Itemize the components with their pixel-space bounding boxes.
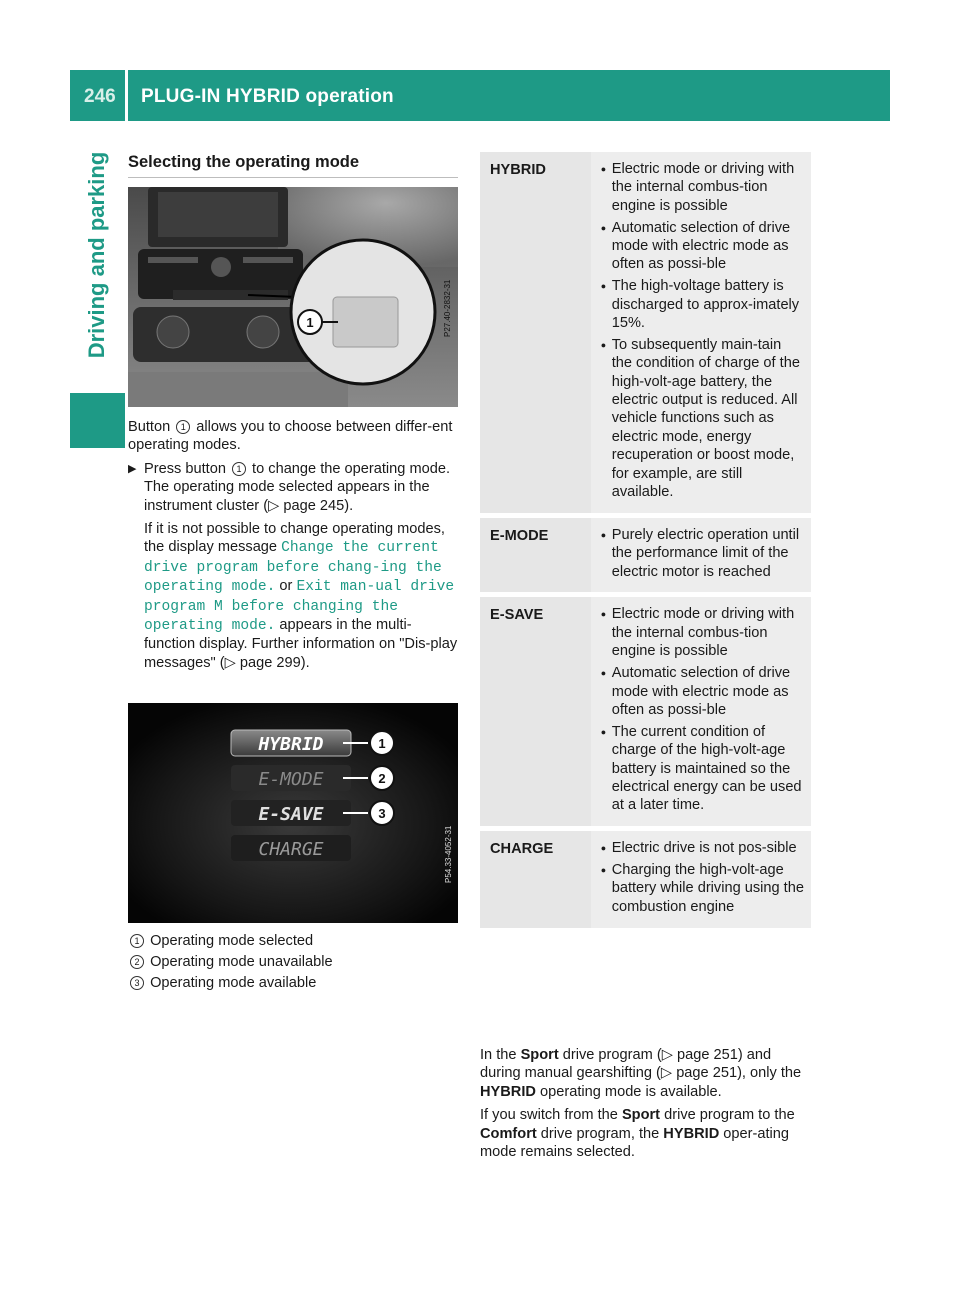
- list-item-text: Automatic selection of drive mode with electric mode as often as possi-ble: [611, 665, 791, 718]
- list-item: ● To subsequently main-tain the condition of charge of the high-volt-age battery, the electric output is reduced. All vehicle functions such as electric mode, energy recuperation or boost mode, for example, are still available.: [601, 336, 805, 502]
- display-message-2: Exit man‐ual drive program M before changing the operating mode.: [144, 579, 455, 635]
- list-item: ● Purely electric operation until the performance limit of the electric motor is reached: [601, 526, 805, 581]
- operating-mode-display: [128, 703, 458, 923]
- callout-number: 1: [232, 462, 246, 476]
- mode-description: [591, 518, 811, 593]
- table-row: [480, 152, 811, 513]
- outro-b4: Comfort: [480, 1125, 537, 1142]
- header-divider: [125, 70, 128, 121]
- list-item-text: Purely electric operation until the performance limit of the electric motor is reached: [611, 526, 800, 580]
- list-item: ● Automatic selection of drive mode with electric mode as often as possi-ble: [601, 219, 805, 274]
- list-item-text: Electric drive is not pos-sible: [611, 840, 797, 857]
- legend-item: [128, 952, 458, 973]
- mode-label-e-save: E-SAVE: [258, 804, 324, 825]
- list-item: ● The current condition of charge of the high-volt-age battery is maintained so the electrical energy can be used at a later time.: [601, 723, 805, 815]
- mode-label-e-mode: E-MODE: [258, 769, 324, 790]
- outro-c2: drive program to the: [660, 1107, 795, 1124]
- operating-mode-table: [480, 152, 811, 933]
- intro-text: [128, 418, 460, 672]
- svg-text:1: 1: [306, 315, 314, 330]
- figure-legend: [128, 931, 458, 994]
- display-message-1: Change the current drive program before chang‐ing the operating mode.: [144, 540, 442, 596]
- list-item: ● The high-voltage battery is discharged to approx-imately 15%.: [601, 277, 805, 332]
- list-item-text: The high-voltage battery is discharged to approx-imately 15%.: [611, 278, 800, 332]
- step-text-2: to change the operating mode.: [248, 460, 451, 477]
- page-ref-icon: ▷: [268, 497, 280, 514]
- list-item-text: To subsequently main-tain the condition of charge of the high-volt-age battery, the electric output is reduced. All vehicle functions such as electric mode, energy recuperation or boost mode, for example, are still available.: [611, 336, 800, 501]
- outro-a2: drive program (: [558, 1047, 662, 1063]
- step-text-1: Press button: [144, 460, 230, 477]
- list-item: ● Electric mode or driving with the internal combus-tion engine is possible: [601, 605, 805, 660]
- page-title: PLUG-IN HYBRID operation: [141, 86, 394, 107]
- list-item-text: Automatic selection of drive mode with electric mode as often as possi-ble: [611, 219, 791, 273]
- page-ref-icon: ▷: [224, 654, 236, 671]
- step-arrow-icon: ▶: [128, 462, 137, 475]
- outro-a5: operating mode is available.: [535, 1083, 722, 1100]
- chapter-tab-marker: [70, 393, 125, 448]
- outro-b3: Sport: [621, 1107, 661, 1124]
- figure-code: P27.40-2832-31: [443, 279, 452, 337]
- legend-text: Operating mode unavailable: [150, 954, 333, 970]
- mode-description: [591, 152, 811, 513]
- list-item-text: Electric mode or driving with the internal combus-tion engine is possible: [611, 606, 795, 660]
- mode-label-charge: CHARGE: [258, 839, 324, 860]
- mode-name: CHARGE: [490, 841, 554, 858]
- page-ref-icon: ▷: [661, 1047, 673, 1063]
- legend-number: 1: [130, 934, 144, 948]
- outro-c4: oper-ating mode remains selected.: [480, 1125, 790, 1161]
- callout-number: 1: [176, 420, 190, 434]
- page-ref-icon: ▷: [660, 1065, 673, 1082]
- mode-name: HYBRID: [490, 162, 546, 178]
- callout-2: 2: [378, 771, 386, 786]
- outro-c3: drive program, the: [536, 1125, 664, 1142]
- outro-b2: HYBRID: [480, 1083, 536, 1100]
- chapter-tab-label: Driving and parking: [84, 151, 109, 359]
- table-row: [480, 597, 811, 826]
- figure-code: P54.33-4052-31: [444, 825, 453, 883]
- outro-b5: HYBRID: [663, 1125, 720, 1142]
- outro-a1: In the: [480, 1047, 521, 1063]
- outro-c1: If you switch from the: [480, 1107, 622, 1124]
- callout-1: 1: [378, 736, 386, 751]
- legend-text: Operating mode selected: [150, 933, 314, 949]
- page-number: 246: [84, 86, 116, 107]
- step-text-5: If it is not possible to change operating modes, the display message: [144, 521, 445, 556]
- mode-description: [591, 597, 811, 826]
- step-text-8: page 299).: [235, 654, 310, 671]
- mode-name: E-SAVE: [490, 607, 544, 624]
- legend-number: 3: [130, 976, 144, 990]
- list-item-text: Charging the high-volt-age battery while driving using the combustion engine: [611, 861, 804, 915]
- section-title: Selecting the operating mode: [128, 153, 360, 171]
- outro-a3: page 251) and during manual gearshifting (: [480, 1047, 772, 1082]
- legend-item: [128, 931, 458, 952]
- table-row: [480, 518, 811, 593]
- list-item: ● Automatic selection of drive mode with electric mode as often as possi-ble: [601, 664, 805, 719]
- section-rule: [128, 177, 458, 178]
- table-row: [480, 831, 811, 927]
- legend-number: 2: [130, 955, 144, 969]
- callout-3: 3: [378, 806, 386, 821]
- legend-text: Operating mode available: [150, 975, 317, 991]
- intro-t2: allows you to choose between differ-ent operating modes.: [128, 419, 453, 454]
- outro-text: [480, 1046, 813, 1161]
- step-text-4: page 245).: [279, 497, 354, 514]
- list-item: ● Electric mode or driving with the internal combus-tion engine is possible: [601, 160, 805, 215]
- outro-a4: page 251), only the: [672, 1065, 802, 1082]
- list-item-text: Electric mode or driving with the internal combus-tion engine is possible: [611, 161, 795, 214]
- list-item: ● Charging the high-volt-age battery while driving using the combustion engine: [600, 861, 804, 915]
- step-text-7: appears in the multi-function display. Further information on "Dis-play messages" (: [144, 617, 458, 671]
- intro-t1: Button: [128, 419, 175, 435]
- center-console-photo: [128, 187, 458, 407]
- list-item-text: The current condition of charge of the high-volt-age battery is maintained so the electrical energy can be used at a later time.: [611, 723, 802, 814]
- mode-description: [591, 831, 811, 927]
- outro-b1: Sport: [520, 1047, 559, 1063]
- step-text-6: or: [275, 578, 297, 595]
- mode-name: E-MODE: [490, 527, 549, 544]
- mode-label-hybrid: HYBRID: [258, 734, 324, 755]
- list-item: ● Electric drive is not pos-sible: [600, 840, 797, 857]
- step-text-3: The operating mode selected appears in the instrument cluster (: [144, 479, 430, 514]
- legend-item: [128, 973, 458, 994]
